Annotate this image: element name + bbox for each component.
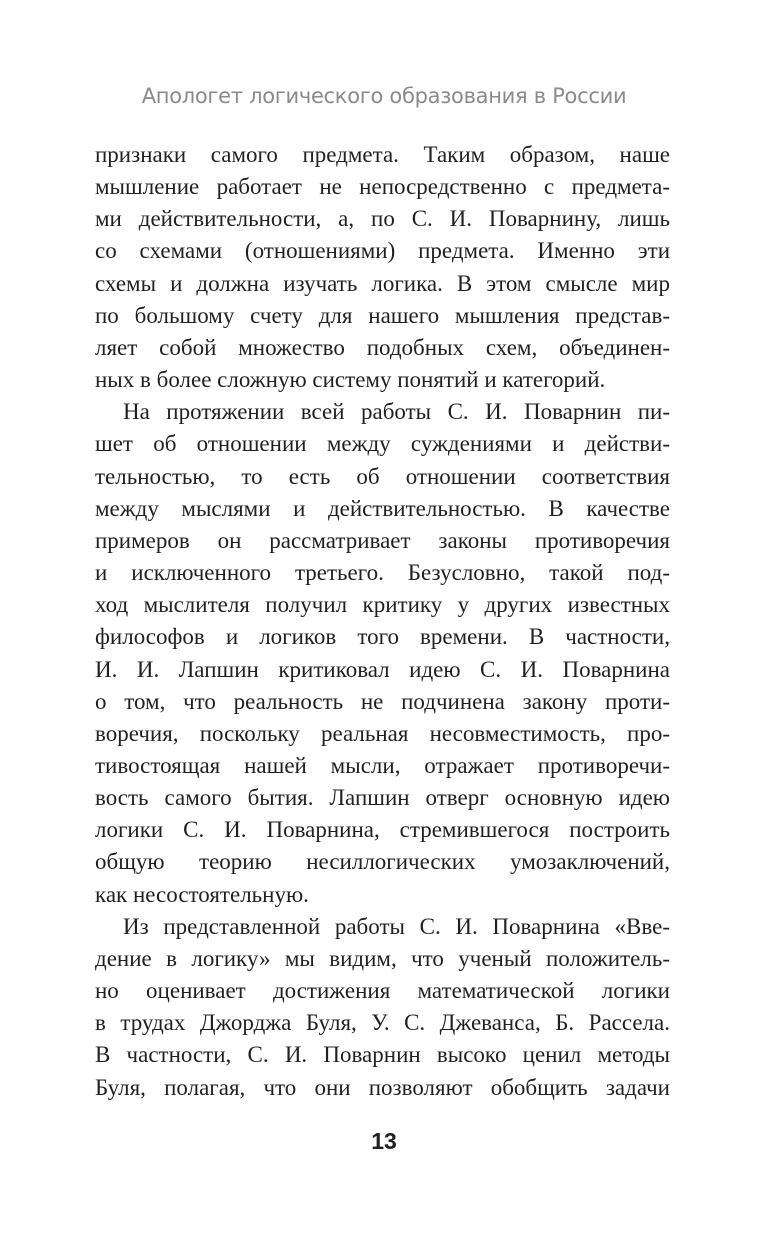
body-text [95, 139, 670, 1104]
text-line: общую теорию несиллогических умозаключений, [95, 849, 670, 875]
running-header: Апологет логического образования в России [141, 84, 627, 108]
text-line: ляет собой множество подобных схем, объединен- [95, 334, 670, 360]
text-line: Буля, полагая, что они позволяют обобщить задачи [95, 1074, 670, 1100]
text-line: тельностью, то есть об отношении соответствия [95, 463, 670, 489]
text-line: В частности, С. И. Поварнин высоко ценил методы [95, 1042, 670, 1068]
text-line: философов и логиков того времени. В частности, [95, 624, 670, 650]
text-line: признаки самого предмета. Таким образом, наше [95, 142, 670, 167]
text-line: в трудах Джорджа Буля, У. С. Джеванса, Б. Рассела. [95, 1010, 670, 1036]
text-line: ных в более сложную систему понятий и категорий. [95, 367, 606, 393]
text-line: И. И. Лапшин критиковал идею С. И. Поварнина [95, 656, 670, 682]
text-line: мышление работает не непосредственно с предмета- [95, 174, 670, 200]
text-line: дение в логику» мы видим, что ученый положитель- [95, 945, 670, 971]
text-line: На протяжении всей работы С. И. Поварнин пи- [123, 399, 670, 425]
text-line: логики С. И. Поварнина, стремившегося построить [95, 817, 670, 843]
text-line: шет об отношении между суждениями и действи- [95, 431, 670, 457]
text-line: тивостоящая нашей мысли, отражает противоречи- [95, 752, 670, 778]
text-line: схемы и должна изучать логика. В этом смысле мир [95, 270, 670, 296]
paragraph [95, 911, 670, 1104]
text-line: воречия, поскольку реальная несовместимость, про- [95, 720, 670, 746]
text-line: вость самого бытия. Лапшин отверг основную идею [95, 785, 670, 811]
text-line: о том, что реальность не подчинена закону проти- [95, 688, 670, 714]
text-line: между мыслями и действительностью. В качестве [95, 495, 670, 521]
text-line: ми действительности, а, по С. И. Поварнину, лишь [95, 206, 670, 232]
text-line: со схемами (отношениями) предмета. Именно эти [95, 238, 670, 264]
text-line: Из представленной работы С. И. Поварнина «Вве- [123, 913, 670, 939]
text-line: и исключенного третьего. Безусловно, такой под- [95, 560, 670, 586]
page-number: 13 [371, 1128, 397, 1154]
text-line: но оценивает достижения математической логики [95, 978, 670, 1004]
paragraph [95, 396, 670, 911]
paragraph [95, 139, 670, 396]
text-line: ход мыслителя получил критику у других известных [95, 592, 670, 618]
text-line: по большому счету для нашего мышления представ- [95, 302, 670, 328]
text-line: как несостоятельную. [95, 881, 309, 907]
text-line: примеров он рассматривает законы противоречия [95, 527, 670, 553]
